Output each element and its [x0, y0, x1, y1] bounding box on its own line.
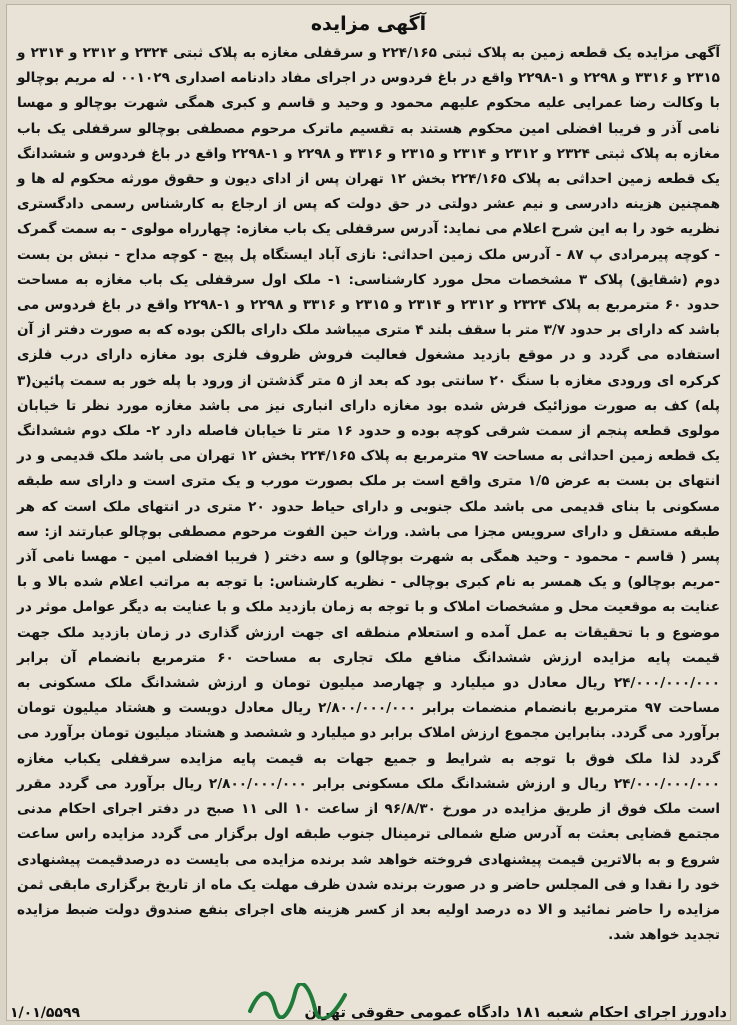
signature-text: دادورز اجرای احکام شعبه ۱۸۱ دادگاه عمومی حقوقی تهران — [304, 1005, 727, 1021]
notice-title: آگهی مزایده — [310, 13, 427, 35]
notice-body: آگهی مزایده یک قطعه زمین به پلاک ثبتی ۲۲۴/۱۶۵ و سرقفلی مغازه به پلاک ثبتی ۲۳۲۴ و ۲۳۱۲ و ۲۳۱۴ و ۲۳۱۵ و ۳۳۱۶ و ۲۲۹۸ و ۱-۲۲۹۸ واقع در باغ فردوس در اجرای مفاد دادنامه اصداری ۰۰۱۰۲۹ له مریم بوچالو با وکالت رضا عمرایی علیه محکوم علیهم محمود و وحید و قاسم و کبری همگی شهرت بوچالو و مهسا نامی آذر و فریبا افضلی امین محکوم هستند به تقسیم ماترک مرحوم مصطفی بوچالو سرقفلی یک باب مغازه به پلاک ثبتی ۲۳۲۴ و ۲۳۱۲ و ۲۳۱۴ و ۲۳۱۵ و ۳۳۱۶ و ۲۲۹۸ و ۱-۲۲۹۸ واقع در باغ فردوس و ششدانگ یک قطعه زمین احداثی به پلاک ۲۲۴/۱۶۵ بخش ۱۲ تهران پس از ادای دیون و حقوق مورثه محکوم له ها و همچنین هزینه دادرسی و نیم عشر دولتی در حق دولت که پس از ارجاع به کارشناس رسمی دادگستری نظریه خود را به این شرح اعلام می نماید: آدرس سرقفلی یک باب مغازه: چهارراه مولوی - به سمت گمرک - کوچه پیرمرادی پ ۸۷ - آدرس ملک زمین احداثی: نازی آباد ایستگاه پل پیچ - کوچه مداح - نبش بن بست دوم (شقایق) پلاک ۳ مشخصات محل مورد کارشناسی: ۱- ملک اول سرقفلی یک باب مغازه به مساحت حدود ۶۰ مترمربع به پلاک ۲۳۲۴ و ۲۳۱۲ و ۲۳۱۴ و ۲۳۱۵ و ۳۳۱۶ و ۲۲۹۸ و ۱-۲۲۹۸ واقع در باغ فردوس می باشد که دارای بر حدود ۳/۷ متر با سقف بلند ۴ متری میباشد ملک دارای بالکن بوده که به صورت دفتر از آن استفاده می گردد و در موقع بازدید مشغول فعالیت فروش ظروف فلزی بود مغازه دارای درب فلزی کرکره ای ورودی مغازه با سنگ ۲۰ سانتی بود که بعد از ۵ متر گذشتن از ورود با پله خور به سمت پائین(۳ پله) کف به صورت موزائیک فرش شده بود مغازه دارای انباری نیز می باشد مغازه مورد نظر تا خیابان مولوی قطعه پنجم از سمت شرقی کوچه بوده و حدود ۱۶ متر تا خیابان فاصله دارد ۲- ملک دوم ششدانگ یک قطعه زمین احداثی به مساحت ۹۷ مترمربع به پلاک ۲۲۴/۱۶۵ بخش ۱۲ تهران می باشد ملک قدیمی و در انتهای بن بست به عرض ۱/۵ متری واقع است بر ملک بصورت مورب و یک متری است و دارای سه طبقه مسکونی با بنای قدیمی می باشد ملک جنوبی و دارای حیاط حدود ۲۰ متری در انتهای ملک است که هر طبقه مستقل و دارای سرویس مجزا می باشد. وراث حین الفوت مرحوم مصطفی بوچالو عبارتند از: سه پسر ( قاسم - محمود - وحید همگی به شهرت بوچالو) و سه دختر ( فریبا افضلی امین - مهسا نامی آذر -مریم بوچالو) و یک همسر به نام کبری بوچالی - نظریه کارشناس: با توجه به مراتب اعلام شده بالا و با عنایت به موقعیت محل و مشخصات املاک و با توجه به زمان بازدید ملک و با عنایت به دیگر عوامل موثر در موضوع و با تحقیقات به عمل آمده و استعلام منطقه ای جهت ارزش گذاری در زمان بازدید ملک جهت قیمت پایه مزایده ارزش ششدانگ منافع ملک تجاری به مساحت ۶۰ مترمربع بانضمام آن برابر ۲۴/۰۰۰/۰۰۰/۰۰۰ ریال معادل دو میلیارد و چهارصد میلیون تومان و ارزش ششدانگ ملک مسکونی به مساحت ۹۷ مترمربع بانضمام منضمات برابر ۲/۸۰۰/۰۰۰/۰۰۰ ریال معادل دویست و هشتاد میلیون تومان برآورد می گردد. بنابراین مجموع ارزش املاک برابر دو میلیارد و ششصد و هشتاد میلیون تومان برآورد می گردد لذا ملک فوق با توجه به شرایط و جمیع جهات به قیمت پایه مزایده سرقفلی یکباب مغازه ۲۴/۰۰۰/۰۰۰/۰۰۰ ریال و ارزش ششدانگ ملک مسکونی برابر ۲/۸۰۰/۰۰۰/۰۰۰ ریال برآورد می گردد مقرر است ملک فوق از طریق مزایده در مورخ ۹۶/۸/۳۰ از ساعت ۱۰ الی ۱۱ صبح در دفتر اجرای احکام مدنی مجتمع قضایی بعثت به آدرس ضلع شمالی ترمینال جنوب طبقه اول برگزار می گردد مزایده راس ساعت شروع و به بالاترین قیمت پیشنهادی فروخته خواهد شد برنده مزایده می بایست ده درصدقیمت پیشنهادی خود را نقدا و فی المجلس حاضر و در صورت برنده شدن ظرف مهلت یک ماه از تاریخ برگزاری مابقی ثمن مزایده را حاضر نمائید و الا ده درصد اولیه بعد از کسر هزینه های اجرای بنفع صندوق دولت ضبط مزایده تجدید خواهد شد. — [17, 45, 721, 944]
newspaper-clipping — [6, 4, 731, 1021]
signature-line — [10, 1005, 727, 1021]
notice-code: ۱/۰۱/۵۵۹۹ — [10, 1005, 81, 1021]
handwritten-mark-icon — [245, 983, 365, 1019]
